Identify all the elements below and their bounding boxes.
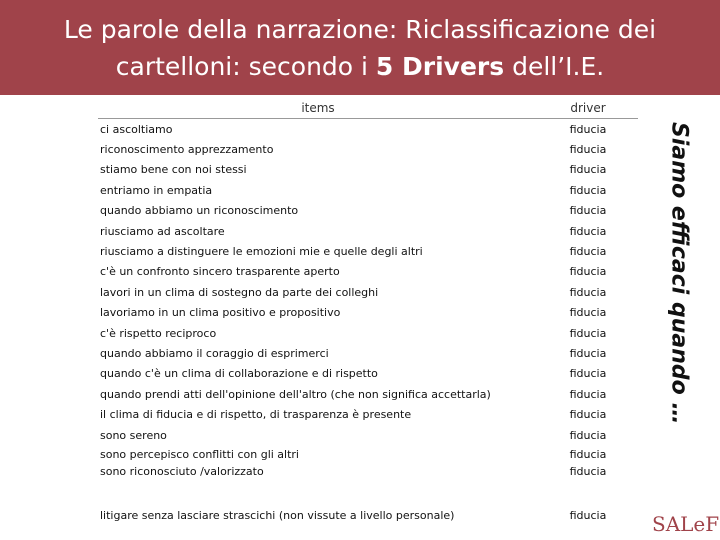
row-driver: fiducia	[569, 367, 607, 381]
row-item: lavoriamo in un clima positivo e propositivo	[100, 306, 341, 320]
header-driver: driver	[538, 98, 638, 119]
table-row	[98, 463, 638, 481]
row-item: il clima di fiducia e di rispetto, di trasparenza è presente	[100, 408, 412, 422]
row-driver: fiducia	[569, 428, 607, 442]
table-row	[98, 262, 638, 282]
row-item: sono percepisco conflitti con gli altri	[100, 447, 299, 461]
table-row	[98, 480, 638, 522]
row-driver: fiducia	[569, 265, 607, 279]
row-item: riusciamo ad ascoltare	[100, 224, 225, 238]
table-row	[98, 343, 638, 363]
row-item: sono sereno	[100, 428, 167, 442]
table-body	[98, 119, 638, 523]
table-header-row	[98, 98, 638, 119]
table-row	[98, 119, 638, 140]
table-row	[98, 160, 638, 180]
row-item: riconoscimento apprezzamento	[100, 143, 274, 157]
row-driver: fiducia	[569, 204, 607, 218]
title-bold-drivers: 5 Drivers	[375, 51, 505, 81]
row-item: quando prendi atti dell'opinione dell'altro (che non significa accettarla)	[100, 387, 491, 401]
row-driver: fiducia	[569, 465, 607, 478]
row-driver: fiducia	[569, 245, 607, 259]
side-caption-text: Siamo efficaci quando …	[666, 121, 692, 425]
row-driver: fiducia	[569, 447, 607, 461]
row-driver: fiducia	[569, 122, 607, 136]
row-driver: fiducia	[569, 346, 607, 360]
row-driver: fiducia	[569, 326, 607, 340]
drivers-table-container	[98, 98, 638, 522]
row-item: quando c'è un clima di collaborazione e di rispetto	[100, 367, 378, 381]
row-driver: fiducia	[569, 183, 607, 197]
table-row	[98, 364, 638, 384]
row-driver: fiducia	[569, 509, 607, 523]
table-row	[98, 221, 638, 241]
table-row	[98, 425, 638, 445]
table-row	[98, 241, 638, 261]
row-item: c'è un confronto sincero trasparente aperto	[100, 265, 340, 279]
side-caption	[663, 108, 695, 438]
row-item: litigare senza lasciare strascichi (non vissute a livello personale)	[100, 509, 455, 523]
row-driver: fiducia	[569, 285, 607, 299]
table-row	[98, 323, 638, 343]
table-row	[98, 303, 638, 323]
row-driver: fiducia	[569, 306, 607, 320]
row-driver: fiducia	[569, 163, 607, 177]
table-row	[98, 384, 638, 404]
row-item: entriamo in empatia	[100, 183, 213, 197]
title-banner	[0, 0, 720, 95]
table-row	[98, 180, 638, 200]
row-driver: fiducia	[569, 387, 607, 401]
table-row	[98, 201, 638, 221]
row-item: lavori in un clima di sostegno da parte dei colleghi	[100, 285, 379, 299]
table-row	[98, 404, 638, 424]
table-row	[98, 282, 638, 302]
row-item: c'è rispetto reciproco	[100, 326, 217, 340]
row-driver: fiducia	[569, 143, 607, 157]
salef-logo: SALeF	[652, 512, 720, 536]
row-item: stiamo bene con noi stessi	[100, 163, 247, 177]
row-driver: fiducia	[569, 224, 607, 238]
header-items: items	[98, 98, 538, 119]
row-item: quando abbiamo il coraggio di esprimerci	[100, 346, 329, 360]
row-item: sono riconosciuto /valorizzato	[100, 465, 264, 478]
row-item: ci ascoltiamo	[100, 122, 173, 136]
table-row	[98, 445, 638, 463]
drivers-table	[98, 98, 638, 522]
row-item: riusciamo a distinguere le emozioni mie e quelle degli altri	[100, 245, 423, 259]
row-driver: fiducia	[569, 408, 607, 422]
table-row	[98, 139, 638, 159]
row-item: quando abbiamo un riconoscimento	[100, 204, 299, 218]
slide-title: Le parole della narrazione: Riclassificazione dei cartelloni: secondo i 5 Drivers dell’I.E.	[63, 14, 657, 81]
